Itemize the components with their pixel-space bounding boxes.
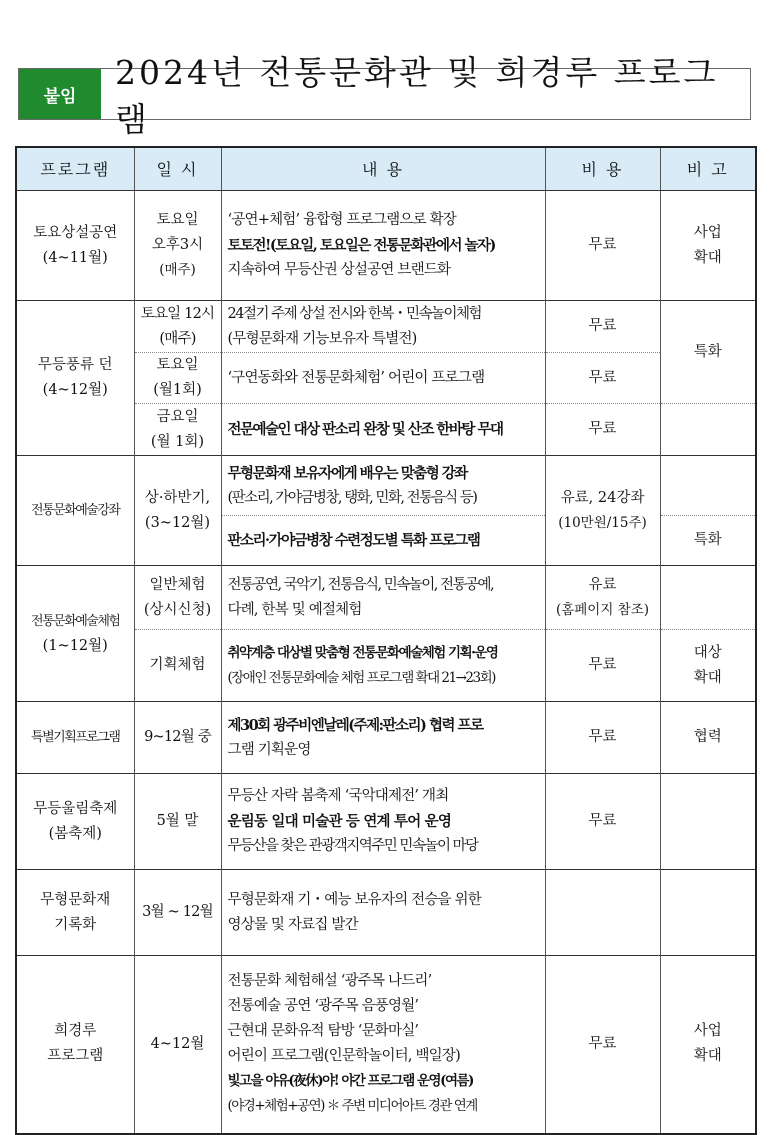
table-row [16,870,756,956]
cost-cell: 유료 (홈페이지 참조) [545,566,660,630]
content-cell: 무형문화재 기・예능 보유자의 전승을 위한 영상물 및 자료집 발간 [221,870,545,956]
time-cell: 기획체험 [134,630,221,702]
time-cell: 4~12월 [134,956,221,1134]
table-row [16,456,756,516]
cost-cell: 무료 [545,301,660,353]
note-cell [660,456,756,516]
table-row [16,956,756,1134]
time-cell: 상·하반기, (3~12월) [134,456,221,566]
cost-cell: 무료 [545,774,660,870]
cost-cell: 무료 [545,956,660,1134]
time-cell: 토요일 오후3시 (매주) [134,191,221,301]
content-cell: 취약계층 대상별 맞춤형 전통문화예술체험 기획·운영 (장애인 전통문화예술 체험 프로그램 확대 21→23회) [221,630,545,702]
note-cell: 대상 확대 [660,630,756,702]
cost-cell: 무료 [545,702,660,774]
col-header-cost: 비 용 [545,147,660,191]
note-cell: 특화 [660,516,756,566]
note-cell: 협력 [660,702,756,774]
content-cell: 전문예술인 대상 판소리 완창 및 산조 한바탕 무대 [221,404,545,456]
note-cell: 특화 [660,301,756,404]
content-cell: 무등산 자락 봄축제 ‘국악대제전’ 개최 운림동 일대 미술관 등 연계 투어 운영 무등산을 찾은 관광객지역주민 민속놀이 마당 [221,774,545,870]
cost-cell: 무료 [545,191,660,301]
time-cell: 금요일 (월 1회) [134,404,221,456]
program-cell: 전통문화예술체험 (1~12월) [16,566,134,702]
content-cell: 전통공연, 국악기, 전통음식, 민속놀이, 전통공예, 다례, 한복 및 예절체험 [221,566,545,630]
table-row [16,702,756,774]
title-bar [18,53,751,139]
table-row [16,774,756,870]
program-cell: 토요상설공연 (4~11월) [16,191,134,301]
table-row [16,566,756,630]
table-header-row [16,147,756,191]
time-cell: 일반체험 (상시신청) [134,566,221,630]
time-cell: 9~12월 중 [134,702,221,774]
time-cell: 토요일 (월1회) [134,353,221,404]
content-cell: 판소리·가야금병창 수련정도별 특화 프로그램 [221,516,545,566]
time-cell: 토요일 12시 (매주) [134,301,221,353]
note-cell [660,404,756,456]
program-table [15,146,757,1135]
program-cell: 무등울림축제 (봄축제) [16,774,134,870]
program-cell: 희경루 프로그램 [16,956,134,1134]
content-cell: 24절기 주제 상설 전시와 한복・민속놀이체험 (무형문화재 기능보유자 특별전) [221,301,545,353]
content-cell: 무형문화재 보유자에게 배우는 맞춤형 강좌 (판소리, 가야금병창, 탱화, 민화, 전통음식 등) [221,456,545,516]
col-header-time: 일 시 [134,147,221,191]
attachment-badge: 붙임 [19,69,101,119]
col-header-content: 내 용 [221,147,545,191]
note-cell [660,870,756,956]
cost-cell: 유료, 24강좌 (10만원/15주) [545,456,660,566]
cost-cell: 무료 [545,630,660,702]
program-cell: 특별기획프로그램 [16,702,134,774]
table-row [16,191,756,301]
cost-cell: 무료 [545,404,660,456]
content-cell: 제30회 광주비엔날레(주제:판소리) 협력 프로 그램 기획운영 [221,702,545,774]
note-cell: 사업 확대 [660,956,756,1134]
cost-cell [545,870,660,956]
program-cell: 무등풍류 던 (4~12월) [16,301,134,456]
content-cell: ‘공연+체험’ 융합형 프로그램으로 확장 토토전!(토요일, 토요일은 전통문화관에서 놀자) 지속하여 무등산권 상설공연 브랜드화 [221,191,545,301]
note-cell [660,774,756,870]
note-cell: 사업 확대 [660,191,756,301]
page-title: 2024년 전통문화관 및 희경루 프로그램 [115,53,719,139]
col-header-note: 비 고 [660,147,756,191]
table-row [16,301,756,353]
cost-cell: 무료 [545,353,660,404]
program-cell: 무형문화재 기록화 [16,870,134,956]
col-header-program: 프로그램 [16,147,134,191]
content-cell: 전통문화 체험해설 ‘광주목 나드리’ 전통예술 공연 ‘광주목 음풍영월’ 근현대 문화유적 탐방 ‘문화마실’ 어린이 프로그램(인문학놀이터, 백일장) 빛고을 야유(夜休)야! 야간 프로그램 운영(여름) (야경+체험+공연) ＊ 주변 미디어아트 경관 연계 [221,956,545,1134]
time-cell: 3월 ~ 12월 [134,870,221,956]
note-cell [660,566,756,630]
time-cell: 5월 말 [134,774,221,870]
content-cell: ‘구연동화와 전통문화체험’ 어린이 프로그램 [221,353,545,404]
program-cell: 전통문화예술강좌 [16,456,134,566]
